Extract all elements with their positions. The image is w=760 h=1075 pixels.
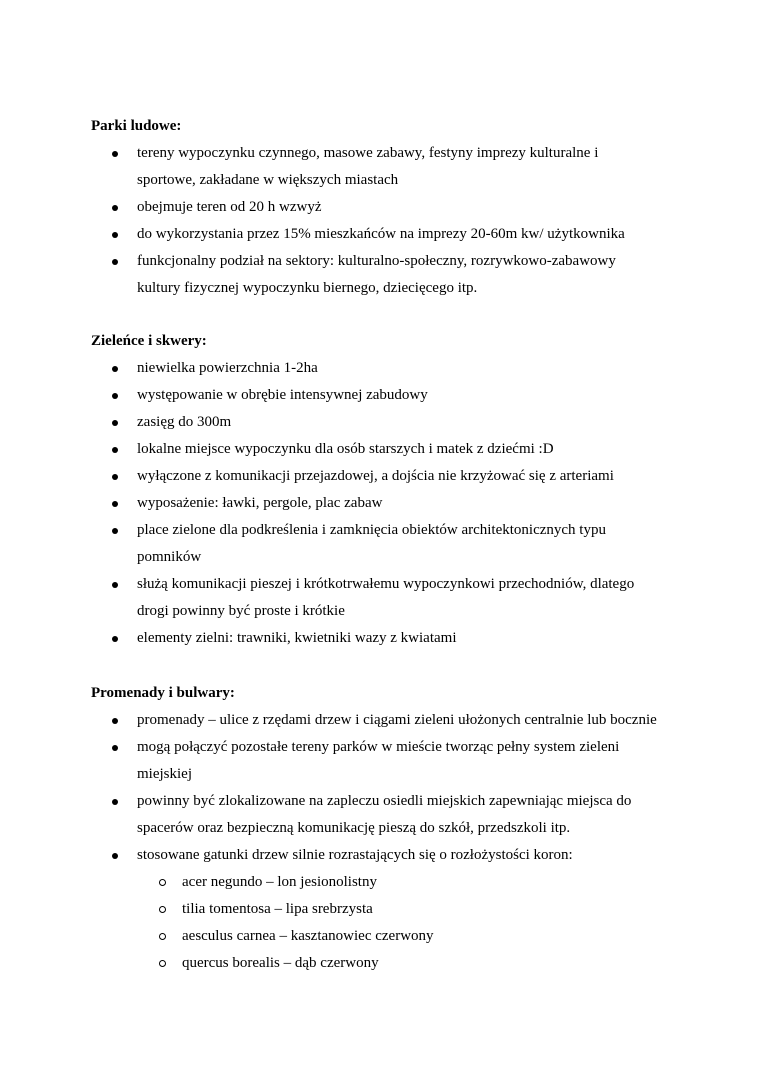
list-item-text: place zielone dla podkreślenia i zamknięcia obiektów architektonicznych typu (137, 522, 606, 538)
list-item-text: niewielka powierzchnia 1-2ha (137, 360, 318, 376)
bullet-icon (112, 232, 118, 238)
section-heading: Parki ludowe: (91, 118, 182, 134)
circle-bullet-icon (159, 960, 166, 967)
bullet-icon (112, 528, 118, 534)
sub-list-item-text: aesculus carnea – kasztanowiec czerwony (182, 928, 434, 944)
sub-list-item-text: tilia tomentosa – lipa srebrzysta (182, 901, 373, 917)
list-item-text: kultury fizycznej wypoczynku biernego, dziecięcego itp. (137, 280, 478, 296)
bullet-icon (112, 474, 118, 480)
list-item (91, 625, 691, 652)
list-item-text: miejskiej (137, 766, 192, 782)
sub-list-item (137, 923, 691, 950)
bullet-icon (112, 718, 118, 724)
bullet-icon (112, 745, 118, 751)
bullet-icon (112, 853, 118, 859)
list-item (91, 436, 691, 463)
section-heading: Promenady i bulwary: (91, 685, 235, 701)
circle-bullet-icon (159, 879, 166, 886)
list-item (91, 194, 691, 221)
section-zielence-i-skwery (91, 328, 691, 652)
bullet-list (91, 355, 691, 652)
list-item (91, 490, 691, 517)
section-heading: Zieleńce i skwery: (91, 333, 207, 349)
list-item-text: wyposażenie: ławki, pergole, plac zabaw (137, 495, 383, 511)
list-item (91, 140, 691, 194)
list-item-text: lokalne miejsce wypoczynku dla osób starszych i matek z dziećmi :D (137, 441, 554, 457)
list-item-text: stosowane gatunki drzew silnie rozrastających się o rozłożystości koron: (137, 847, 573, 863)
list-item-text: tereny wypoczynku czynnego, masowe zabawy, festyny imprezy kulturalne i (137, 145, 599, 161)
list-item-text: wyłączone z komunikacji przejazdowej, a dojścia nie krzyżować się z arteriami (137, 468, 614, 484)
list-item-text: sportowe, zakładane w większych miastach (137, 172, 399, 188)
bullet-icon (112, 799, 118, 805)
list-item-text: do wykorzystania przez 15% mieszkańców na imprezy 20-60m kw/ użytkownika (137, 226, 625, 242)
list-item (91, 382, 691, 409)
bullet-icon (112, 447, 118, 453)
sub-list-item (137, 896, 691, 923)
bullet-icon (112, 393, 118, 399)
list-item-text: promenady – ulice z rzędami drzew i ciągami zieleni ułożonych centralnie lub bocznie (137, 712, 657, 728)
list-item-text: powinny być zlokalizowane na zapleczu osiedli miejskich zapewniając miejsca do (137, 793, 632, 809)
circle-bullet-icon (159, 933, 166, 940)
list-item-text: funkcjonalny podział na sektory: kulturalno-społeczny, rozrywkowo-zabawowy (137, 253, 616, 269)
bullet-icon (112, 420, 118, 426)
list-item (91, 788, 691, 842)
bullet-icon (112, 151, 118, 157)
bullet-icon (112, 582, 118, 588)
bullet-icon (112, 205, 118, 211)
sub-list-item-text: acer negundo – lon jesionolistny (182, 874, 377, 890)
list-item (91, 221, 691, 248)
list-item (91, 571, 691, 625)
list-item-text: mogą połączyć pozostałe tereny parków w mieście tworząc pełny system zieleni (137, 739, 620, 755)
circle-bullet-icon (159, 906, 166, 913)
bullet-list (91, 140, 691, 302)
list-item (91, 248, 691, 302)
bullet-icon (112, 501, 118, 507)
bullet-icon (112, 636, 118, 642)
list-item (91, 355, 691, 382)
bullet-list (91, 707, 691, 977)
list-item (91, 734, 691, 788)
sub-list (137, 869, 691, 977)
sub-list-item (137, 950, 691, 977)
list-item (91, 707, 691, 734)
list-item (91, 463, 691, 490)
bullet-icon (112, 259, 118, 265)
bullet-icon (112, 366, 118, 372)
section-promenady-i-bulwary (91, 680, 691, 977)
list-item-text: występowanie w obrębie intensywnej zabudowy (137, 387, 428, 403)
list-item-text: zasięg do 300m (137, 414, 232, 430)
list-item (91, 517, 691, 571)
section-parki-ludowe (91, 113, 691, 302)
list-item-text: pomników (137, 549, 202, 565)
list-item-text: obejmuje teren od 20 h wzwyż (137, 199, 322, 215)
list-item (91, 842, 691, 977)
sub-list-item-text: quercus borealis – dąb czerwony (182, 955, 379, 971)
list-item-text: służą komunikacji pieszej i krótkotrwałemu wypoczynkowi przechodniów, dlatego (137, 576, 635, 592)
list-item-text: drogi powinny być proste i krótkie (137, 603, 345, 619)
list-item (91, 409, 691, 436)
list-item-text: elementy zielni: trawniki, kwietniki wazy z kwiatami (137, 630, 457, 646)
sub-list-item (137, 869, 691, 896)
list-item-text: spacerów oraz bezpieczną komunikację pieszą do szkół, przedszkoli itp. (137, 820, 571, 836)
